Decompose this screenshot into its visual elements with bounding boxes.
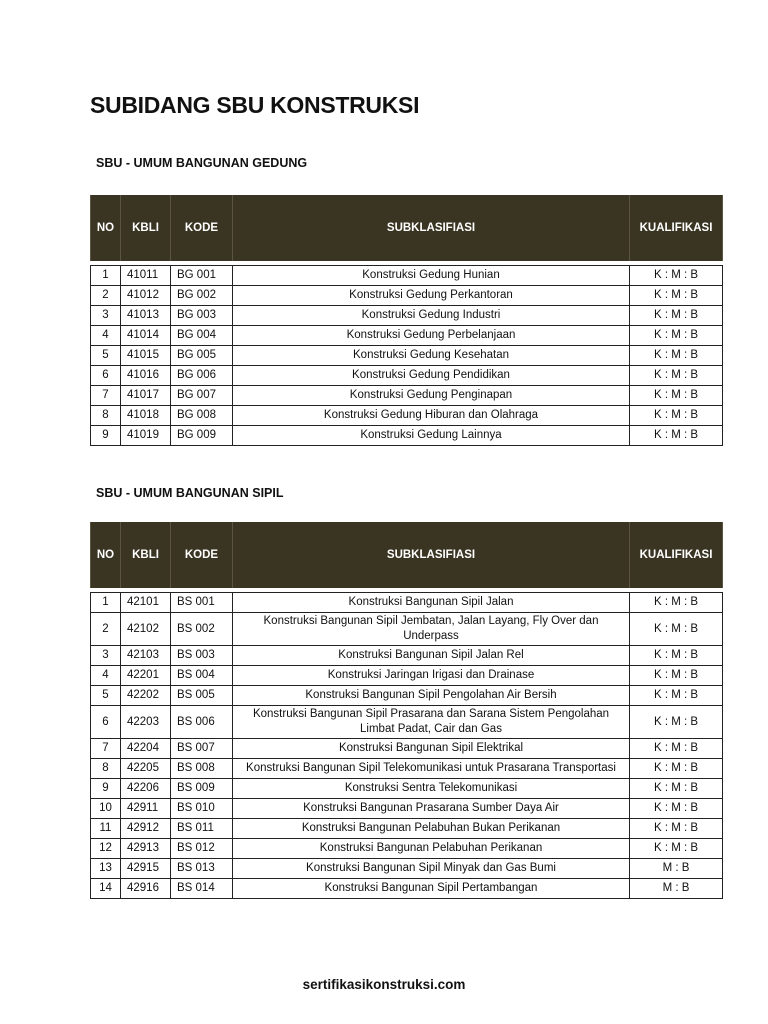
table-row [91, 613, 723, 646]
table-row [91, 739, 723, 759]
row-kode: BS 012 [171, 839, 233, 859]
row-kbli: 42201 [121, 666, 171, 686]
row-subklasifiasi: Konstruksi Bangunan Sipil Jalan Rel [233, 646, 630, 666]
table-row [91, 839, 723, 859]
row-kbli: 42102 [121, 613, 171, 646]
row-kode: BS 006 [171, 706, 233, 739]
row-kode: BG 006 [171, 366, 233, 386]
row-kualifikasi: M : B [630, 859, 723, 879]
row-subklasifiasi: Konstruksi Gedung Hunian [233, 266, 630, 286]
row-subklasifiasi: Konstruksi Gedung Pendidikan [233, 366, 630, 386]
table-row [91, 406, 723, 426]
row-no: 1 [91, 593, 121, 613]
row-kbli: 42204 [121, 739, 171, 759]
row-subklasifiasi: Konstruksi Gedung Perkantoran [233, 286, 630, 306]
header-kbli: KBLI [121, 195, 171, 261]
row-no: 6 [91, 706, 121, 739]
table-row [91, 759, 723, 779]
row-kualifikasi: K : M : B [630, 346, 723, 366]
row-no: 8 [91, 759, 121, 779]
table-row [91, 706, 723, 739]
section-title-bangunan-sipil: SBU - UMUM BANGUNAN SIPIL [96, 486, 284, 500]
row-kode: BS 004 [171, 666, 233, 686]
row-no: 10 [91, 799, 121, 819]
table-body [91, 593, 723, 899]
row-subklasifiasi: Konstruksi Gedung Penginapan [233, 386, 630, 406]
row-kode: BG 005 [171, 346, 233, 366]
table-row [91, 859, 723, 879]
row-kbli: 42202 [121, 686, 171, 706]
table-row [91, 306, 723, 326]
row-kualifikasi: K : M : B [630, 819, 723, 839]
row-kbli: 41019 [121, 426, 171, 446]
row-subklasifiasi: Konstruksi Gedung Hiburan dan Olahraga [233, 406, 630, 426]
row-no: 4 [91, 326, 121, 346]
row-subklasifiasi: Konstruksi Bangunan Sipil Jalan [233, 593, 630, 613]
row-kode: BS 002 [171, 613, 233, 646]
row-kbli: 42915 [121, 859, 171, 879]
row-no: 13 [91, 859, 121, 879]
row-subklasifiasi: Konstruksi Sentra Telekomunikasi [233, 779, 630, 799]
row-kode: BG 007 [171, 386, 233, 406]
row-kbli: 41017 [121, 386, 171, 406]
row-kbli: 42103 [121, 646, 171, 666]
row-kualifikasi: K : M : B [630, 286, 723, 306]
row-kualifikasi: K : M : B [630, 406, 723, 426]
row-kbli: 41012 [121, 286, 171, 306]
row-subklasifiasi: Konstruksi Bangunan Pelabuhan Perikanan [233, 839, 630, 859]
row-kualifikasi: K : M : B [630, 706, 723, 739]
row-no: 7 [91, 386, 121, 406]
header-subklasifiasi: SUBKLASIFIASI [233, 195, 630, 261]
row-subklasifiasi: Konstruksi Bangunan Sipil Pertambangan [233, 879, 630, 899]
row-kbli: 41018 [121, 406, 171, 426]
row-kode: BS 007 [171, 739, 233, 759]
table-row [91, 386, 723, 406]
row-kode: BG 002 [171, 286, 233, 306]
row-kbli: 42916 [121, 879, 171, 899]
row-kode: BS 008 [171, 759, 233, 779]
table-header-row [91, 195, 723, 261]
header-kode: KODE [171, 195, 233, 261]
row-subklasifiasi: Konstruksi Jaringan Irigasi dan Drainase [233, 666, 630, 686]
row-kbli: 42912 [121, 819, 171, 839]
row-kbli: 41014 [121, 326, 171, 346]
row-subklasifiasi: Konstruksi Gedung Industri [233, 306, 630, 326]
row-subklasifiasi: Konstruksi Gedung Perbelanjaan [233, 326, 630, 346]
row-kbli: 42101 [121, 593, 171, 613]
row-subklasifiasi: Konstruksi Bangunan Sipil Jembatan, Jalan Layang, Fly Over dan Underpass [233, 613, 630, 646]
row-kualifikasi: K : M : B [630, 613, 723, 646]
row-kode: BG 008 [171, 406, 233, 426]
row-subklasifiasi: Konstruksi Bangunan Pelabuhan Bukan Perikanan [233, 819, 630, 839]
table-row [91, 266, 723, 286]
row-no: 12 [91, 839, 121, 859]
table-row [91, 779, 723, 799]
row-kbli: 42913 [121, 839, 171, 859]
row-kode: BS 014 [171, 879, 233, 899]
row-kode: BS 010 [171, 799, 233, 819]
row-kualifikasi: K : M : B [630, 593, 723, 613]
row-subklasifiasi: Konstruksi Bangunan Sipil Minyak dan Gas Bumi [233, 859, 630, 879]
header-kode: KODE [171, 522, 233, 588]
table-row [91, 686, 723, 706]
table-row [91, 646, 723, 666]
header-kualifikasi: KUALIFIKASI [630, 195, 723, 261]
row-kode: BS 001 [171, 593, 233, 613]
row-kualifikasi: K : M : B [630, 686, 723, 706]
row-no: 3 [91, 646, 121, 666]
row-kualifikasi: K : M : B [630, 266, 723, 286]
table-row [91, 799, 723, 819]
row-kbli: 41011 [121, 266, 171, 286]
row-subklasifiasi: Konstruksi Bangunan Sipil Pengolahan Air Bersih [233, 686, 630, 706]
row-kode: BG 001 [171, 266, 233, 286]
row-kualifikasi: K : M : B [630, 426, 723, 446]
row-no: 2 [91, 286, 121, 306]
row-kbli: 42205 [121, 759, 171, 779]
header-kualifikasi: KUALIFIKASI [630, 522, 723, 588]
header-no: NO [91, 195, 121, 261]
table-body [91, 266, 723, 446]
row-no: 4 [91, 666, 121, 686]
row-no: 2 [91, 613, 121, 646]
table-row [91, 426, 723, 446]
row-kbli: 41015 [121, 346, 171, 366]
row-subklasifiasi: Konstruksi Bangunan Sipil Prasarana dan Sarana Sistem Pengolahan Limbat Padat, Cair dan Gas [233, 706, 630, 739]
row-kode: BG 009 [171, 426, 233, 446]
row-kualifikasi: K : M : B [630, 366, 723, 386]
row-kode: BG 004 [171, 326, 233, 346]
row-kode: BS 011 [171, 819, 233, 839]
table-header-row [91, 522, 723, 588]
row-no: 7 [91, 739, 121, 759]
row-subklasifiasi: Konstruksi Bangunan Sipil Elektrikal [233, 739, 630, 759]
table-row [91, 346, 723, 366]
row-subklasifiasi: Konstruksi Gedung Kesehatan [233, 346, 630, 366]
row-no: 3 [91, 306, 121, 326]
row-no: 14 [91, 879, 121, 899]
row-kualifikasi: K : M : B [630, 759, 723, 779]
row-kode: BS 009 [171, 779, 233, 799]
table-row [91, 819, 723, 839]
table-row [91, 666, 723, 686]
table-bangunan-gedung [90, 195, 723, 446]
row-kualifikasi: M : B [630, 879, 723, 899]
row-no: 1 [91, 266, 121, 286]
header-no: NO [91, 522, 121, 588]
row-kualifikasi: K : M : B [630, 646, 723, 666]
row-kode: BG 003 [171, 306, 233, 326]
row-kode: BS 013 [171, 859, 233, 879]
row-subklasifiasi: Konstruksi Gedung Lainnya [233, 426, 630, 446]
footer-website: sertifikasikonstruksi.com [302, 977, 466, 992]
table-row [91, 286, 723, 306]
table-row [91, 366, 723, 386]
row-kualifikasi: K : M : B [630, 386, 723, 406]
row-no: 6 [91, 366, 121, 386]
row-kualifikasi: K : M : B [630, 326, 723, 346]
row-kbli: 41016 [121, 366, 171, 386]
row-kualifikasi: K : M : B [630, 839, 723, 859]
row-kbli: 42203 [121, 706, 171, 739]
row-kode: BS 005 [171, 686, 233, 706]
row-no: 5 [91, 346, 121, 366]
row-kualifikasi: K : M : B [630, 799, 723, 819]
row-no: 11 [91, 819, 121, 839]
row-no: 8 [91, 406, 121, 426]
row-kode: BS 003 [171, 646, 233, 666]
row-kbli: 42911 [121, 799, 171, 819]
table-row [91, 326, 723, 346]
table-row [91, 879, 723, 899]
section-title-bangunan-gedung: SBU - UMUM BANGUNAN GEDUNG [96, 156, 308, 170]
row-kualifikasi: K : M : B [630, 739, 723, 759]
row-kualifikasi: K : M : B [630, 306, 723, 326]
row-subklasifiasi: Konstruksi Bangunan Sipil Telekomunikasi untuk Prasarana Transportasi [233, 759, 630, 779]
row-kbli: 42206 [121, 779, 171, 799]
row-subklasifiasi: Konstruksi Bangunan Prasarana Sumber Daya Air [233, 799, 630, 819]
header-subklasifiasi: SUBKLASIFIASI [233, 522, 630, 588]
row-kualifikasi: K : M : B [630, 666, 723, 686]
header-kbli: KBLI [121, 522, 171, 588]
page-title: SUBIDANG SBU KONSTRUKSI [90, 92, 420, 118]
table-row [91, 593, 723, 613]
row-no: 9 [91, 426, 121, 446]
table-bangunan-sipil [90, 522, 723, 899]
row-no: 5 [91, 686, 121, 706]
row-kbli: 41013 [121, 306, 171, 326]
row-no: 9 [91, 779, 121, 799]
row-kualifikasi: K : M : B [630, 779, 723, 799]
